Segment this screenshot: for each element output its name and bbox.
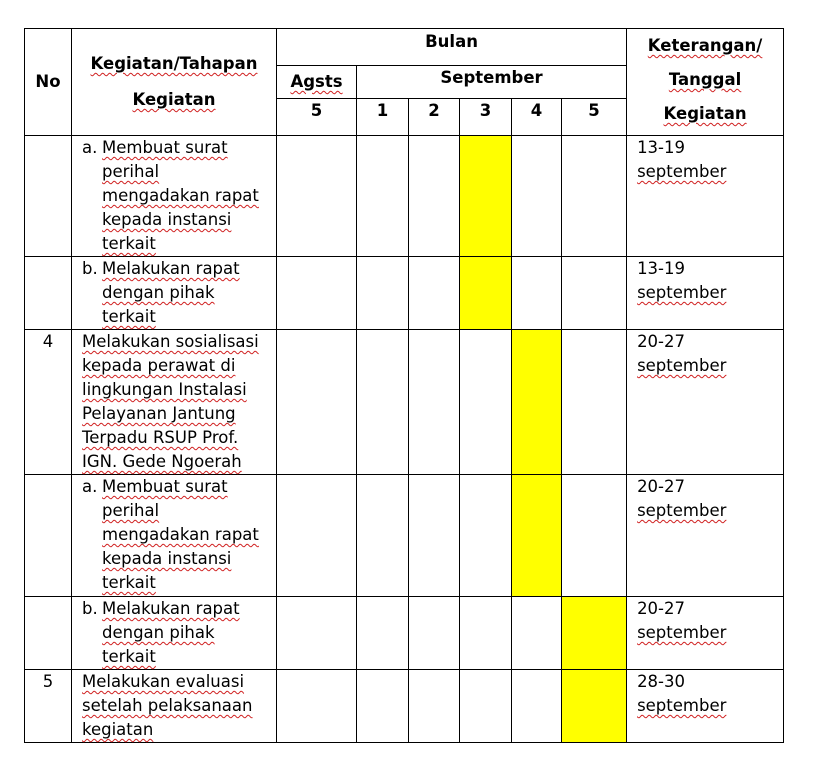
schedule-cell-highlighted [460,136,512,257]
activity-line: perihal [102,501,160,520]
table-row [25,597,784,670]
header-month-group: Bulan [277,29,627,66]
schedule-cell-week-4 [512,597,562,670]
activity-line: mengadakan rapat [102,186,259,205]
header-week-4: 4 [512,99,562,136]
activity-line: setelah pelaksanaan [82,696,253,715]
date-range: 20-27 [637,332,686,351]
schedule-cell-week-1 [357,136,409,257]
date-range: 20-27 [637,477,686,496]
schedule-cell-week-5 [562,257,627,330]
schedule-cell-week-4 [512,257,562,330]
schedule-cell-highlighted [512,330,562,475]
header-activity-line2: Kegiatan [132,90,216,109]
activity-line: Melakukan rapat [102,259,240,278]
activity-cell [72,475,277,597]
row-number [25,136,72,257]
activity-line: kegiatan [82,720,154,739]
schedule-cell-week-0 [277,475,357,597]
date-cell [627,257,784,330]
date-month: september [637,623,727,642]
schedule-cell-week-3 [460,670,512,743]
header-ket [627,29,784,136]
activity-line: Terpadu RSUP Prof. [82,428,239,447]
date-month: september [637,501,727,520]
row-number: 5 [25,670,72,743]
activity-cell [72,597,277,670]
activity-line: kepada perawat di [82,356,236,375]
header-activity-line1: Kegiatan/Tahapan [90,54,258,73]
schedule-cell-week-1 [357,597,409,670]
schedule-cell-week-0 [277,670,357,743]
row-number: 4 [25,330,72,475]
activity-line: kepada instansi [102,549,232,568]
activity-label: a. [82,477,98,496]
schedule-cell-week-2 [409,670,460,743]
schedule-cell-week-2 [409,136,460,257]
schedule-cell-week-2 [409,475,460,597]
activity-label: a. [82,138,98,157]
header-month-aug: Agsts [277,66,357,99]
activity-line: Melakukan sosialisasi [82,332,259,351]
schedule-cell-week-1 [357,475,409,597]
schedule-table [24,28,784,743]
date-cell [627,136,784,257]
date-month: september [637,283,727,302]
activity-line: Melakukan evaluasi [82,672,245,691]
activity-line: Membuat surat [102,138,228,157]
table-row [25,257,784,330]
date-cell [627,330,784,475]
activity-line: perihal [102,162,160,181]
schedule-cell-week-5 [562,475,627,597]
header-no: No [25,29,72,136]
date-range: 20-27 [637,599,686,618]
header-week-5: 5 [562,99,627,136]
schedule-cell-week-2 [409,257,460,330]
table-row [25,670,784,743]
activity-cell [72,136,277,257]
schedule-cell-week-1 [357,257,409,330]
header-ket-line1: Keterangan/ [647,36,763,55]
schedule-cell-week-0 [277,136,357,257]
activity-line: Membuat surat [102,477,228,496]
schedule-cell-week-3 [460,475,512,597]
activity-line: IGN. Gede Ngoerah [82,452,242,471]
header-ket-line3: Kegiatan [663,104,747,123]
schedule-cell-highlighted [512,475,562,597]
schedule-cell-week-1 [357,330,409,475]
date-month: september [637,696,727,715]
schedule-cell-week-0 [277,597,357,670]
schedule-cell-week-5 [562,330,627,475]
activity-line: terkait [102,307,156,326]
activity-line: terkait [102,234,156,253]
date-cell [627,475,784,597]
table-row [25,136,784,257]
date-month: september [637,356,727,375]
activity-line: lingkungan Instalasi [82,380,247,399]
schedule-cell-week-4 [512,136,562,257]
date-cell [627,670,784,743]
schedule-cell-week-4 [512,670,562,743]
table-row [25,475,784,597]
activity-line: dengan pihak [102,623,215,642]
activity-line: dengan pihak [102,283,215,302]
date-range: 28-30 [637,672,686,691]
schedule-cell-week-2 [409,330,460,475]
schedule-cell-week-3 [460,597,512,670]
activity-line: terkait [102,573,156,592]
schedule-cell-week-5 [562,136,627,257]
activity-line: mengadakan rapat [102,525,259,544]
schedule-cell-week-1 [357,670,409,743]
row-number [25,257,72,330]
schedule-cell-highlighted [562,597,627,670]
date-range: 13-19 [637,259,686,278]
activity-label: b. [82,599,98,618]
activity-line: Melakukan rapat [102,599,240,618]
date-month: september [637,162,727,181]
header-week-1: 1 [357,99,409,136]
header-ket-line2: Tanggal [668,70,742,89]
date-cell [627,597,784,670]
activity-line: kepada instansi [102,210,232,229]
header-week-2: 2 [409,99,460,136]
schedule-cell-highlighted [562,670,627,743]
schedule-cell-week-3 [460,330,512,475]
schedule-cell-week-2 [409,597,460,670]
row-number [25,475,72,597]
header-activity [72,29,277,136]
activity-line: Pelayanan Jantung [82,404,236,423]
date-range: 13-19 [637,138,686,157]
header-month-sep: September [357,66,627,99]
header-week-0: 5 [277,99,357,136]
activity-cell [72,330,277,475]
activity-cell [72,257,277,330]
activity-label: b. [82,259,98,278]
schedule-cell-highlighted [460,257,512,330]
schedule-cell-week-0 [277,257,357,330]
row-number [25,597,72,670]
table-row [25,330,784,475]
activity-line: terkait [102,647,156,666]
header-week-3: 3 [460,99,512,136]
activity-cell [72,670,277,743]
schedule-cell-week-0 [277,330,357,475]
